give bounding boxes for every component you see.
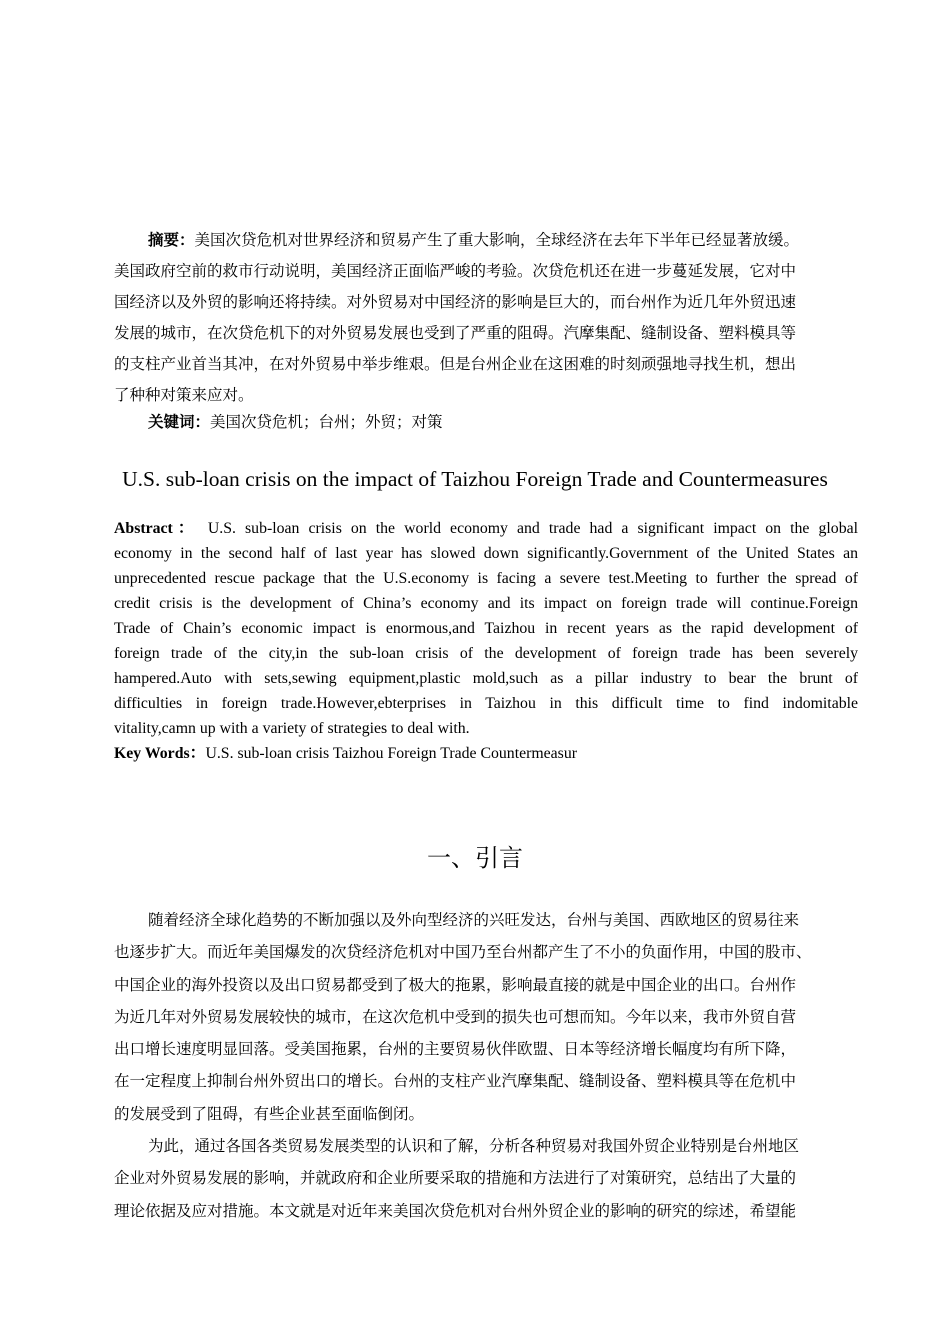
body-line: 的发展受到了阻碍，有些企业甚至面临倒闭。 (114, 1104, 425, 1123)
section-heading: 一、引言 (427, 844, 523, 872)
english-abstract-line: Abstract： U.S. sub-loan crisis on the world economy and trade had a significant impact on the global (114, 520, 858, 537)
english-keywords (114, 741, 577, 766)
english-abstract-line: difficulties in foreign trade.However,ebterprises in Taizhou in this difficult time to find indomitable (114, 695, 858, 712)
chinese-abstract-line: 摘要：美国次贷危机对世界经济和贸易产生了重大影响，全球经济在去年下半年已经显著放缓。 (148, 230, 800, 249)
english-abstract-line: hampered.Auto with sets,sewing equipment,plastic mold,such as a pillar industry to bear the brunt of (114, 670, 858, 687)
body-line: 出口增长速度明显回落。受美国拖累，台州的主要贸易伙伴欧盟、日本等经济增长幅度均有所下降， (114, 1040, 797, 1059)
english-keywords-label: Key Words： (114, 745, 206, 762)
chinese-keywords (148, 406, 443, 438)
body-line: 中国企业的海外投资以及出口贸易都受到了极大的拖累，影响最直接的就是中国企业的出口。台州作 (114, 975, 797, 994)
chinese-abstract-line: 美国政府空前的救市行动说明，美国经济正面临严峻的考验。次贷危机还在进一步蔓延发展，它对中 (114, 262, 797, 280)
english-abstract-line: Trade of Chain’s economic impact is enormous,and Taizhou in recent years as the rapid development of (114, 620, 858, 637)
english-abstract-line: economy in the second half of last year has slowed down significantly.Government of the United States an (114, 545, 858, 562)
english-title: U.S. sub-loan crisis on the impact of Taizhou Foreign Trade and Countermeasures (122, 467, 828, 491)
chinese-keywords-value: 美国次贷危机；台州；外贸；对策 (210, 413, 443, 431)
chinese-abstract-line: 了种种对策来应对。 (114, 386, 254, 404)
english-abstract (114, 516, 858, 741)
english-abstract-line: credit crisis is the development of China’s economy and its impact on foreign trade will continue.Foreign (114, 595, 858, 612)
body-text (114, 904, 858, 1227)
body-line: 理论依据及应对措施。本文就是对近年来美国次贷危机对台州外贸企业的影响的研究的综述，希望能 (114, 1201, 797, 1220)
chinese-keywords-label: 关键词： (148, 412, 211, 431)
body-line: 在一定程度上抑制台州外贸出口的增长。台州的支柱产业汽摩集配、缝制设备、塑料模具等在危机中 (114, 1072, 797, 1091)
body-line: 为此，通过各国各类贸易发展类型的认识和了解，分析各种贸易对我国外贸企业特别是台州地区 (148, 1137, 800, 1156)
chinese-abstract-line: 发展的城市，在次贷危机下的对外贸易发展也受到了严重的阻碍。汽摩集配、缝制设备、塑料模具等 (114, 324, 797, 342)
english-keywords-value: U.S. sub-loan crisis Taizhou Foreign Trade Countermeasur (205, 745, 577, 762)
chinese-abstract-line: 国经济以及外贸的影响还将持续。对外贸易对中国经济的影响是巨大的，而台州作为近几年外贸迅速 (114, 293, 797, 311)
chinese-abstract-label: 摘要： (148, 230, 195, 249)
chinese-abstract-line: 的支柱产业首当其冲，在对外贸易中举步维艰。但是台州企业在这困难的时刻顽强地寻找生机，想出 (114, 355, 797, 373)
english-abstract-line: vitality,camn up with a variety of strategies to deal with. (114, 720, 470, 737)
body-line: 也逐步扩大。而近年美国爆发的次贷经济危机对中国乃至台州都产生了不小的负面作用，中国的股市、 (114, 943, 812, 962)
body-line: 企业对外贸易发展的影响，并就政府和企业所要采取的措施和方法进行了对策研究，总结出了大量的 (114, 1169, 797, 1188)
body-line: 随着经济全球化趋势的不断加强以及外向型经济的兴旺发达，台州与美国、西欧地区的贸易往来 (148, 911, 800, 929)
english-abstract-line: unprecedented rescue package that the U.S.economy is facing a severe test.Meeting to further the spread of (114, 570, 858, 587)
english-abstract-line: foreign trade of the city,in the sub-loan crisis of the development of foreign trade has been severely (114, 645, 858, 662)
chinese-abstract (114, 224, 858, 411)
english-abstract-label: Abstract： (114, 520, 199, 537)
body-line: 为近几年对外贸易发展较快的城市，在这次危机中受到的损失也可想而知。今年以来，我市外贸自营 (114, 1007, 797, 1026)
